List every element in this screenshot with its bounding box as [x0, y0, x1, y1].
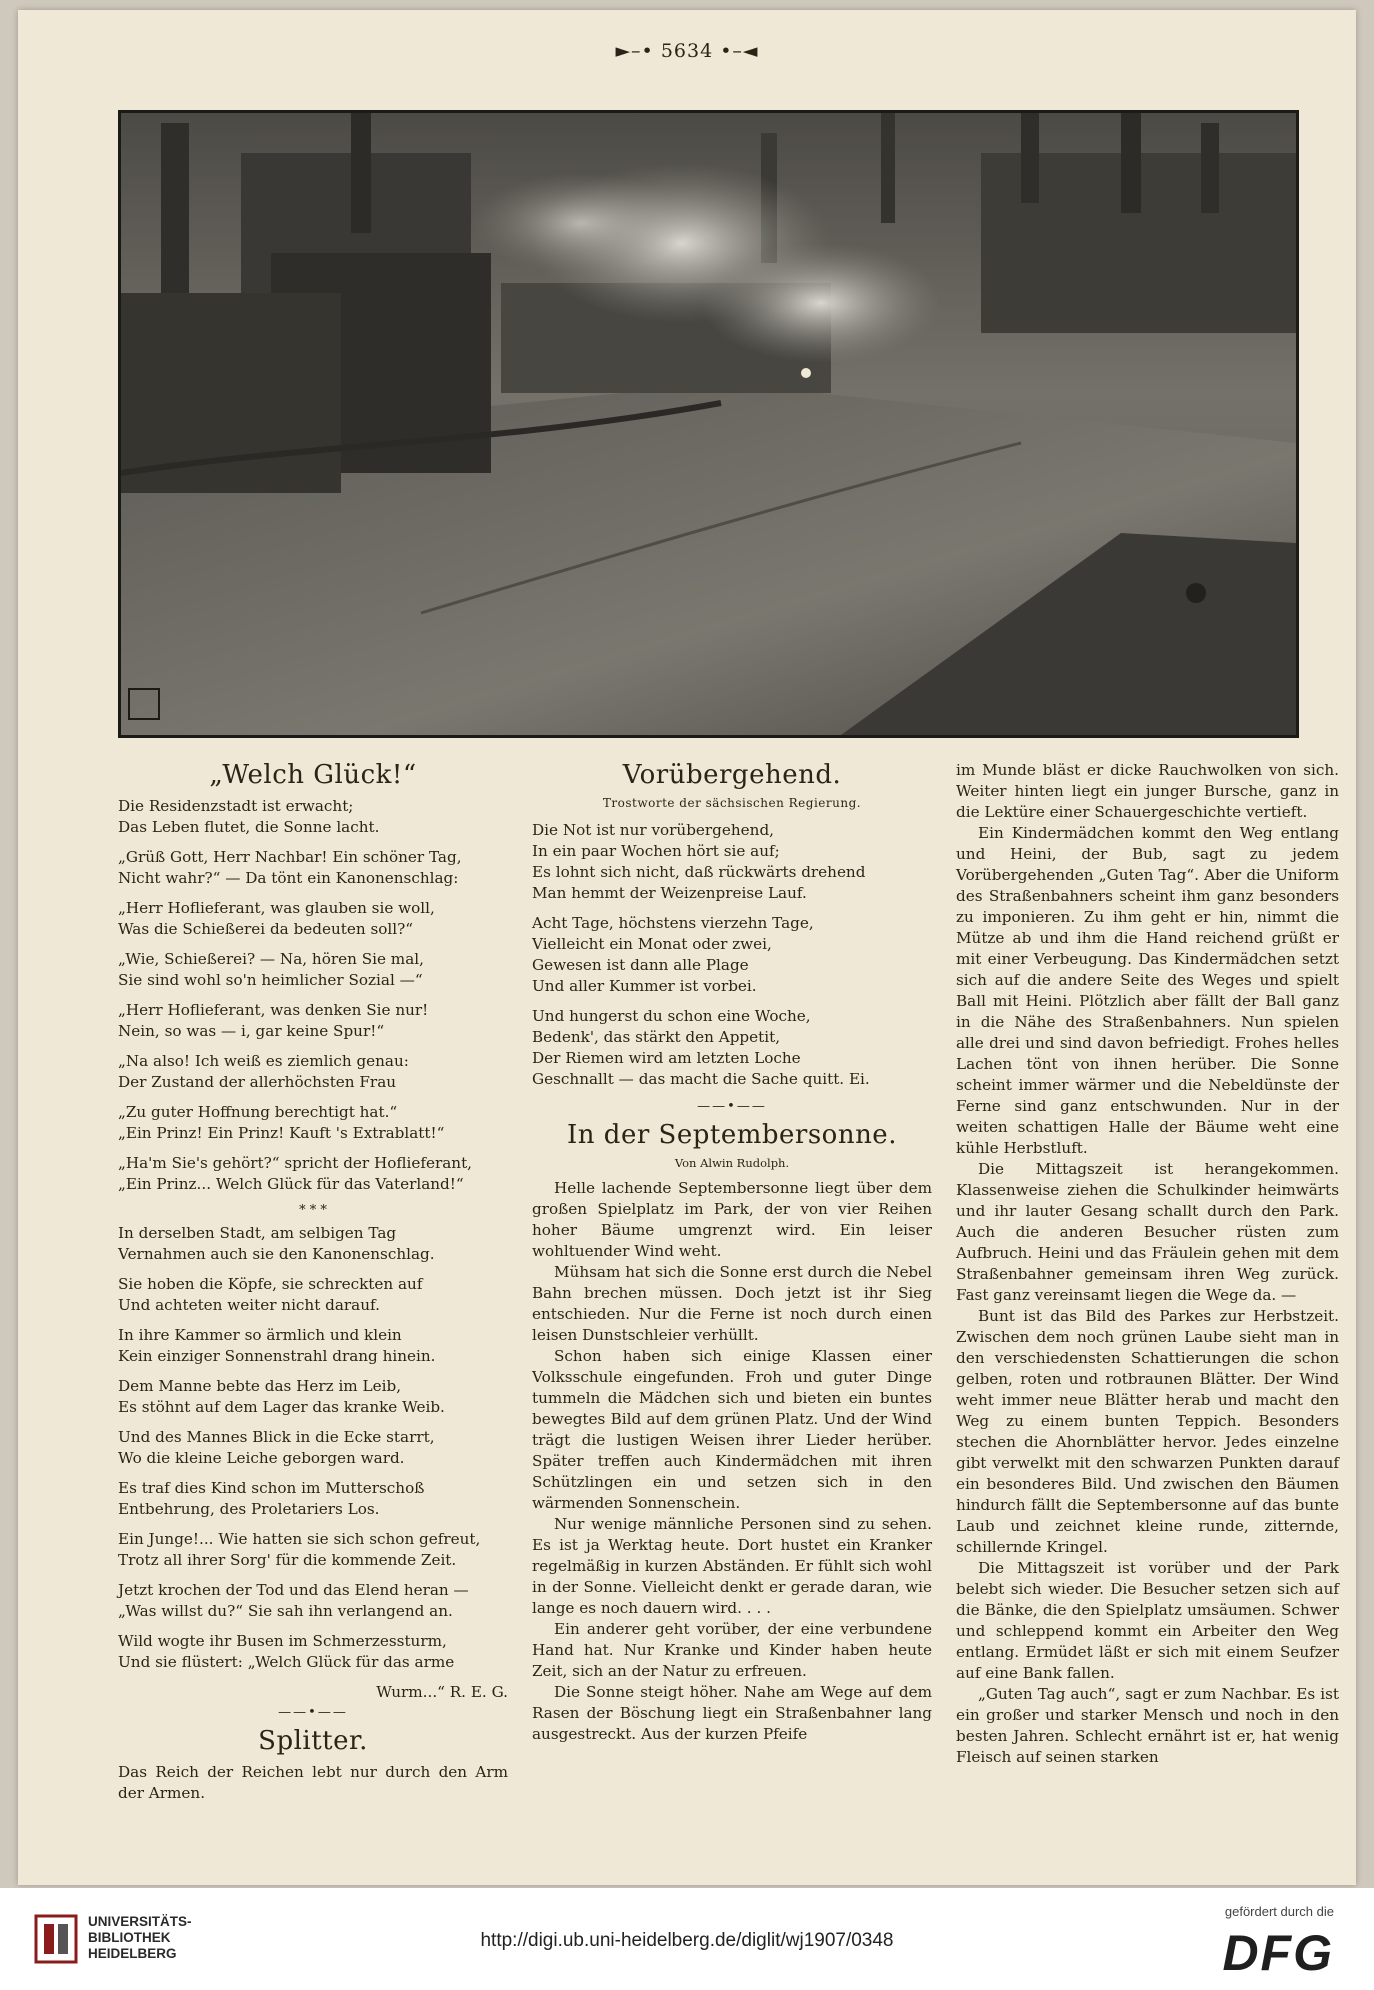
voruebergehend-stanza: [532, 1006, 932, 1090]
poem-subtitle: Trostworte der sächsischen Regierung.: [602, 796, 862, 810]
welch-glueck-stanza: [118, 847, 508, 889]
poem-line: Entbehrung, des Proletariers Los.: [118, 1500, 380, 1518]
poem-title-voruebergehend: Vorübergehend.: [622, 760, 842, 790]
poem-line: Vernahmen auch sie den Kanonenschlag.: [118, 1245, 435, 1263]
poem-line: „Na also! Ich weiß es ziemlich genau:: [118, 1052, 409, 1070]
poem-line: Jetzt krochen der Tod und das Elend heran —: [118, 1581, 469, 1599]
poem-line: Was die Schießerei da bedeuten soll?“: [118, 920, 414, 938]
voruebergehend-stanza: [532, 820, 932, 904]
poem-line: Es traf dies Kind schon im Mutterschoß: [118, 1479, 425, 1497]
section-rule: ——•——: [278, 1705, 348, 1720]
welch-glueck-stanza: [118, 1000, 508, 1042]
library-line-3: HEIDELBERG: [88, 1946, 177, 1961]
poem-line: Ein Junge!... Wie hatten sie sich schon gefreut,: [118, 1530, 481, 1548]
welch-glueck-stanza: [118, 1427, 508, 1469]
page-number-ornament-right: •–◄: [720, 40, 759, 62]
splitter-title: Splitter.: [258, 1726, 368, 1756]
poem-line: „Ein Prinz! Ein Prinz! Kauft 's Extrablatt!“: [118, 1124, 445, 1142]
welch-glueck-stanza: [118, 1478, 508, 1520]
poem-line: Und aller Kummer ist vorbei.: [532, 977, 757, 995]
poem-line: „Grüß Gott, Herr Nachbar! Ein schöner Tag,: [118, 848, 462, 866]
poem-line: Acht Tage, höchstens vierzehn Tage,: [532, 914, 814, 932]
story-title: In der Septembersonne.: [567, 1120, 897, 1150]
paragraph: Bunt ist das Bild des Parkes zur Herbstzeit. Zwischen dem noch grünen Laube sieht man in den verschiedensten Schattierungen die schon gelben, roten und rotbraunen Blätter. Der Wind weht immer neue Blätter herab und macht den Weg zu einem bunten Teppich. Besonders stechen die Ahornblätter hervor. Jedes einzelne gibt verwelkt mit den schwarzen Punkten darauf ein besonderes Bild. Und zwischen den Bäumen hindurch fällt die Septembersonne auf das bunte Laub und zeichnet kleine runde, zitternde, schillernde Kringel.: [956, 1307, 1339, 1556]
funding-note: gefördert durch die: [1224, 1904, 1334, 1919]
poem-line: Nicht wahr?“ — Da tönt ein Kanonenschlag:: [118, 869, 459, 887]
poem-line: Kein einziger Sonnenstrahl drang hinein.: [118, 1347, 436, 1365]
poem-line: „Ha'm Sie's gehört?“ spricht der Hoflieferant,: [118, 1154, 472, 1172]
paragraph: Schon haben sich einige Klassen einer Volksschule eingefunden. Froh und guter Dinge tummeln die Mädchen sich und bieten ein buntes bewegtes Bild auf dem grünen Platz. Und der Wind trägt die lustigen Weisen ihrer Lieder herüber. Später treffen auch Kindermädchen mit ihren Schützlingen ein und setzen sich in den wärmenden Sonnenschein.: [532, 1347, 932, 1512]
welch-glueck-stanza: [118, 1102, 508, 1144]
welch-glueck-stanza: [118, 949, 508, 991]
poem-line: Die Not ist nur vorübergehend,: [532, 821, 774, 839]
voruebergehend-stanza: [532, 913, 932, 997]
poem-line: Trotz all ihrer Sorg' für die kommende Zeit.: [118, 1551, 457, 1569]
footer-bar: [0, 1888, 1374, 1990]
poem-line: Sie sind wohl so'n heimlicher Sozial —“: [118, 971, 423, 989]
dfg-logo: DFG: [1222, 1925, 1334, 1981]
poem-line: Wo die kleine Leiche geborgen ward.: [118, 1449, 405, 1467]
poem-line: In ein paar Wochen hört sie auf;: [532, 842, 780, 860]
illustration-drawing: [121, 113, 1296, 735]
welch-glueck-stanza: [118, 1376, 508, 1418]
poem-line: Und achteten weiter nicht darauf.: [118, 1296, 380, 1314]
poem-line: Gewesen ist dann alle Plage: [532, 956, 749, 974]
column-middle: [532, 760, 932, 1745]
poem-line: „Herr Hoflieferant, was denken Sie nur!: [118, 1001, 429, 1019]
column-right: [956, 760, 1339, 1768]
poem-line: „Was willst du?“ Sie sah ihn verlangend an.: [118, 1602, 453, 1620]
poem-line: Dem Manne bebte das Herz im Leib,: [118, 1377, 402, 1395]
poem-line: Bedenk', das stärkt den Appetit,: [532, 1028, 781, 1046]
story-byline: Von Alwin Rudolph.: [674, 1156, 790, 1170]
paragraph: Ein anderer geht vorüber, der eine verbundene Hand hat. Nur Kranke und Kinder haben heute Zeit, sich an der Natur zu erfreuen.: [532, 1620, 932, 1680]
splitter-text: Das Reich der Reichen lebt nur durch den Arm der Armen.: [118, 1763, 508, 1802]
library-line-2: BIBLIOTHEK: [88, 1930, 171, 1945]
welch-glueck-stanza: [118, 1529, 508, 1571]
poem-line: Und des Mannes Blick in die Ecke starrt,: [118, 1428, 435, 1446]
permalink-url[interactable]: http://digi.ub.uni-heidelberg.de/diglit/wj1907/0348: [480, 1930, 894, 1951]
welch-glueck-stanza: [118, 1274, 508, 1316]
welch-glueck-stanza: [118, 1153, 508, 1195]
column-left: [118, 760, 508, 1804]
story-text: [532, 1178, 932, 1745]
poem-line: Der Riemen wird am letzten Loche: [532, 1049, 801, 1067]
poem-line: Nein, so was — i, gar keine Spur!“: [118, 1022, 385, 1040]
paragraph: Nur wenige männliche Personen sind zu sehen. Es ist ja Werktag heute. Dort hustet ein Kranker regelmäßig in kurzen Abständen. Er fühlt sich wohl in der Sonne. Vielleicht denkt er gerade daran, wie lange es noch dauern wird. . . .: [532, 1515, 932, 1617]
paragraph: Die Mittagszeit ist herangekommen. Klassenweise ziehen die Schulkinder heimwärts und ihr lauter Gesang schallt durch den Park. Auch die anderen Besucher rüsten zum Aufbruch. Heini und das Fräulein gehen mit dem Straßenbahner gemeinsam ihren Weg zurück. Fast ganz vereinsamt liegen die Wege da. —: [956, 1160, 1339, 1304]
page-number: [18, 40, 1356, 62]
poem-line: In ihre Kammer so ärmlich und klein: [118, 1326, 402, 1344]
paragraph: Die Mittagszeit ist vorüber und der Park belebt sich wieder. Die Besucher setzen sich auf die Bänke, die den Spielplatz umsäumen. Schwer und schleppend kommt ein Arbeiter den Weg entlang. Ermüdet läßt er sich mit einem Seufzer auf eine Bank fallen.: [956, 1559, 1339, 1682]
poem-welch-glueck-part2: [118, 1223, 508, 1673]
page-number-ornament-left: ►–•: [615, 40, 654, 62]
poem-line: „Ein Prinz... Welch Glück für das Vaterland!“: [118, 1175, 464, 1193]
story-continuation: [956, 760, 1339, 1768]
welch-glueck-stanza: [118, 1223, 508, 1265]
poem-line: Es lohnt sich nicht, daß rückwärts drehend: [532, 863, 866, 881]
library-line-1: UNIVERSITÄTS-: [88, 1914, 192, 1929]
paragraph: Ein Kindermädchen kommt den Weg entlang und Heini, der Bub, sagt zu jedem Vorübergehenden „Guten Tag“. Aber die Uniform des Straßenbahners scheint ihm ganz besonders zu imponieren. Zu ihm geht er hin, nimmt die Mütze ab und ihm die Hand reichend grüßt er mit einer Verbeugung. Das Kindermädchen setzt sich auf die andere Seite des Weges und spielt Ball mit Heini. Plötzlich aber fällt der Ball ganz in die Nähe des Straßenbahners. Nun spielen alle drei und sind davon befriedigt. Frohes helles Lachen tönt von ihnen herüber. Die Sonne scheint immer wärmer und die Nebeldünste der Ferne sind ganz entschwunden. Nur in der weiten schattigen Halle der Bäume weht eine kühle Herbstluft.: [956, 824, 1339, 1157]
poem-line: Der Zustand der allerhöchsten Frau: [118, 1073, 397, 1091]
poem-line: „Zu guter Hoffnung berechtigt hat.“: [118, 1103, 398, 1121]
poem-voruebergehend: [532, 820, 932, 1090]
paragraph: Die Sonne steigt höher. Nahe am Wege auf dem Rasen der Böschung liegt ein Straßenbahner lang ausgestreckt. Aus der kurzen Pfeife: [532, 1683, 932, 1743]
poem-line: Es stöhnt auf dem Lager das kranke Weib.: [118, 1398, 445, 1416]
poem-line: Geschnallt — das macht die Sache quitt. Ei.: [532, 1070, 870, 1088]
poem-last-line: Wurm...“ R. E. G.: [376, 1683, 508, 1701]
poem-line: Und sie flüstert: „Welch Glück für das arme: [118, 1653, 455, 1671]
stanza-separator: * * *: [299, 1203, 327, 1218]
welch-glueck-stanza: [118, 898, 508, 940]
poem-line: „Herr Hoflieferant, was glauben sie woll,: [118, 899, 435, 917]
section-rule: ——•——: [697, 1099, 767, 1114]
poem-welch-glueck-part1: [118, 796, 508, 1195]
paragraph: „Guten Tag auch“, sagt er zum Nachbar. Es ist ein großer und starker Mensch und noch in den besten Jahren. Schlecht ernährt ist er, hat wenig Fleisch auf seinen starken: [956, 1685, 1339, 1766]
poem-line: Und hungerst du schon eine Woche,: [532, 1007, 811, 1025]
poem-line: Wild wogte ihr Busen im Schmerzessturm,: [118, 1632, 447, 1650]
paragraph: im Munde bläst er dicke Rauchwolken von sich. Weiter hinten liegt ein junger Bursche, ganz in die Lektüre einer Schauergeschichte vertieft.: [956, 761, 1339, 821]
poem-line: Vielleicht ein Monat oder zwei,: [532, 935, 772, 953]
welch-glueck-stanza: [118, 1325, 508, 1367]
page-number-value: 5634: [660, 40, 714, 62]
industrial-scene-illustration: [118, 110, 1299, 738]
poem-line: „Wie, Schießerei? — Na, hören Sie mal,: [118, 950, 424, 968]
welch-glueck-stanza: [118, 1631, 508, 1673]
welch-glueck-stanza: [118, 1580, 508, 1622]
welch-glueck-stanza: [118, 796, 508, 838]
poem-line: Sie hoben die Köpfe, sie schreckten auf: [118, 1275, 423, 1293]
paragraph: Helle lachende Septembersonne liegt über dem großen Spielplatz im Park, der von vier Reihen hoher Bäume umgrenzt wird. Ein leiser wohltuender Wind weht.: [532, 1179, 932, 1260]
scanned-page: [18, 10, 1356, 1885]
poem-line: Man hemmt der Weizenpreise Lauf.: [532, 884, 807, 902]
welch-glueck-stanza: [118, 1051, 508, 1093]
poem-line: Die Residenzstadt ist erwacht;: [118, 797, 354, 815]
poem-title-welch-glueck: „Welch Glück!“: [209, 760, 417, 790]
paragraph: Mühsam hat sich die Sonne erst durch die Nebel Bahn brechen müssen. Doch jetzt ist ihr Sieg entschieden. Nur die Ferne ist noch durch einen leisen Dunstschleier verhüllt.: [532, 1263, 932, 1344]
poem-line: Das Leben flutet, die Sonne lacht.: [118, 818, 380, 836]
poem-line: In derselben Stadt, am selbigen Tag: [118, 1224, 397, 1242]
